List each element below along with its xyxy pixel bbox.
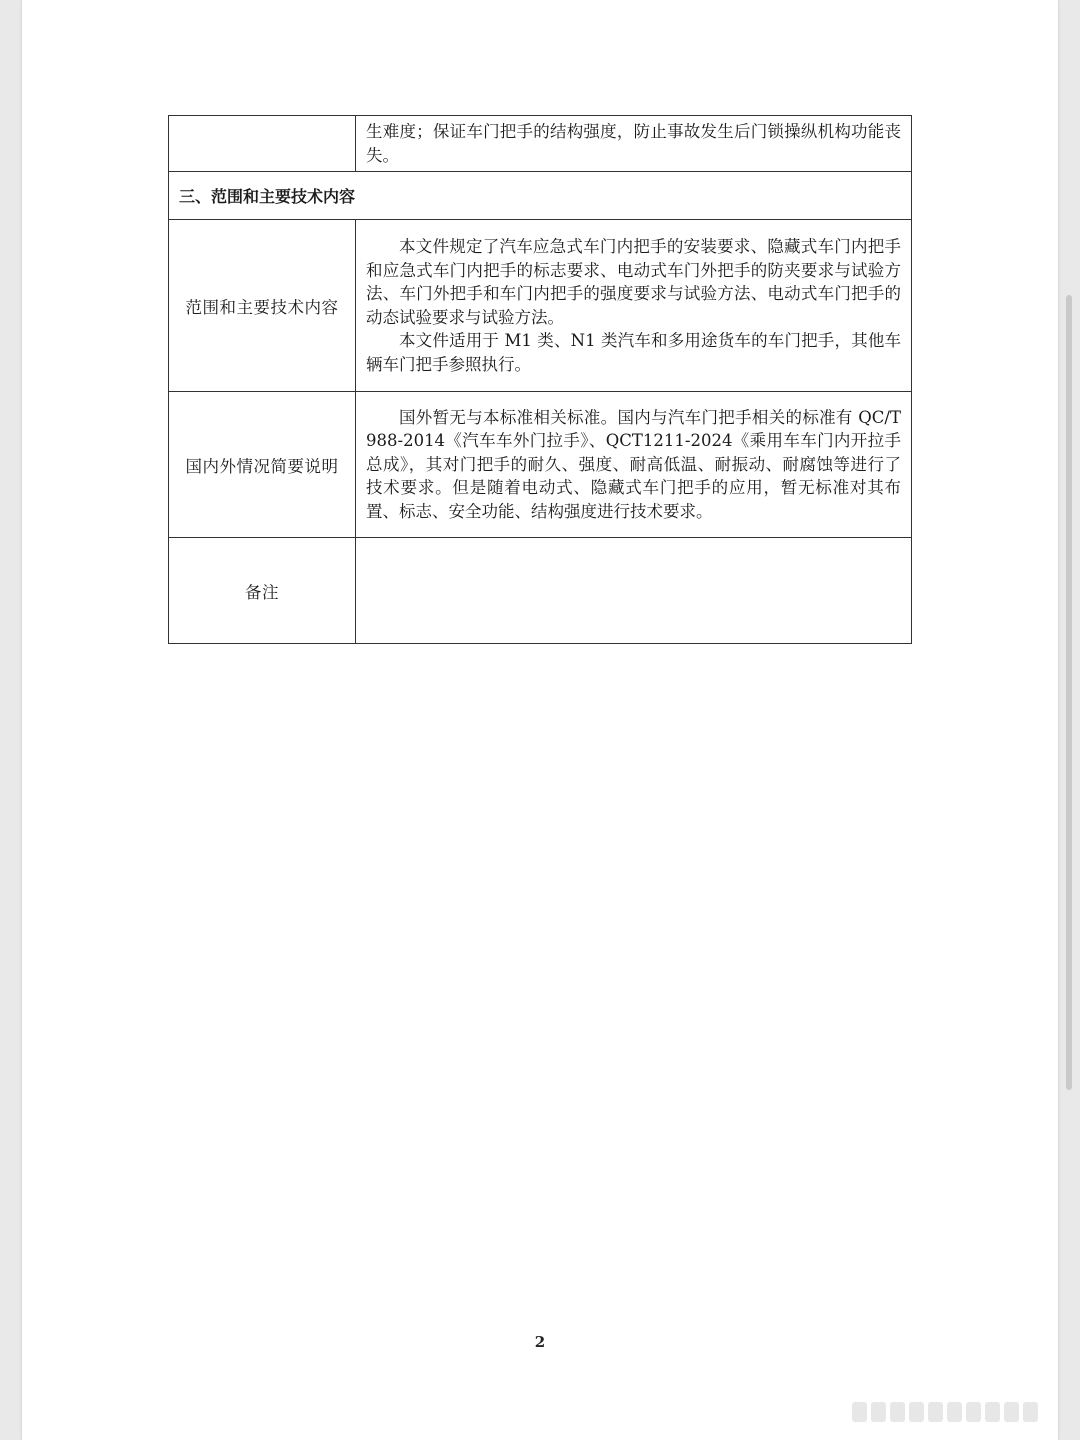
intl-label: 国内外情况简要说明: [169, 392, 356, 538]
intl-content-cell: [356, 392, 912, 538]
page-number: 2: [534, 1333, 546, 1351]
watermark-logo: [852, 1402, 1052, 1428]
scope-paragraph-2: 本文件适用于 M1 类、N1 类汽车和多用途货车的车门把手，其他车辆车门把手参照执行。: [366, 331, 901, 374]
continued-content-cell: [356, 116, 912, 172]
table-row-international: [169, 392, 912, 538]
vertical-scrollbar[interactable]: [1066, 295, 1072, 1090]
standard-info-table: [168, 115, 912, 644]
remark-content-cell: [356, 538, 912, 644]
continued-text: 生难度；保证车门把手的结构强度，防止事故发生后门锁操纵机构功能丧失。: [366, 122, 901, 165]
scope-paragraph-1: 本文件规定了汽车应急式车门内把手的安装要求、隐藏式车门内把手和应急式车门内把手的标志要求、电动式车门外把手的防夹要求与试验方法、车门外把手和车门内把手的强度要求与试验方法、电动式车门把手的动态试验要求与试验方法。: [366, 237, 901, 327]
remark-label: 备注: [169, 538, 356, 644]
table-row-remark: [169, 538, 912, 644]
section-heading: 三、范围和主要技术内容: [169, 172, 912, 220]
table-row-continued: [169, 116, 912, 172]
scope-content-cell: [356, 220, 912, 392]
document-page: [22, 0, 1058, 1440]
row-label-empty: [169, 116, 356, 172]
intl-paragraph-1: 国外暂无与本标准相关标准。国内与汽车门把手相关的标准有 QC/T 988-2014《汽车车外门拉手》、QCT1211-2024《乘用车车门内开拉手总成》，其对门把手的耐久、强度、耐高低温、耐振动、耐腐蚀等进行了技术要求。但是随着电动式、隐藏式车门把手的应用，暂无标准对其布置、标志、安全功能、结构强度进行技术要求。: [366, 407, 901, 521]
section-heading-row: [169, 172, 912, 220]
scope-label: 范围和主要技术内容: [169, 220, 356, 392]
table-row-scope: [169, 220, 912, 392]
